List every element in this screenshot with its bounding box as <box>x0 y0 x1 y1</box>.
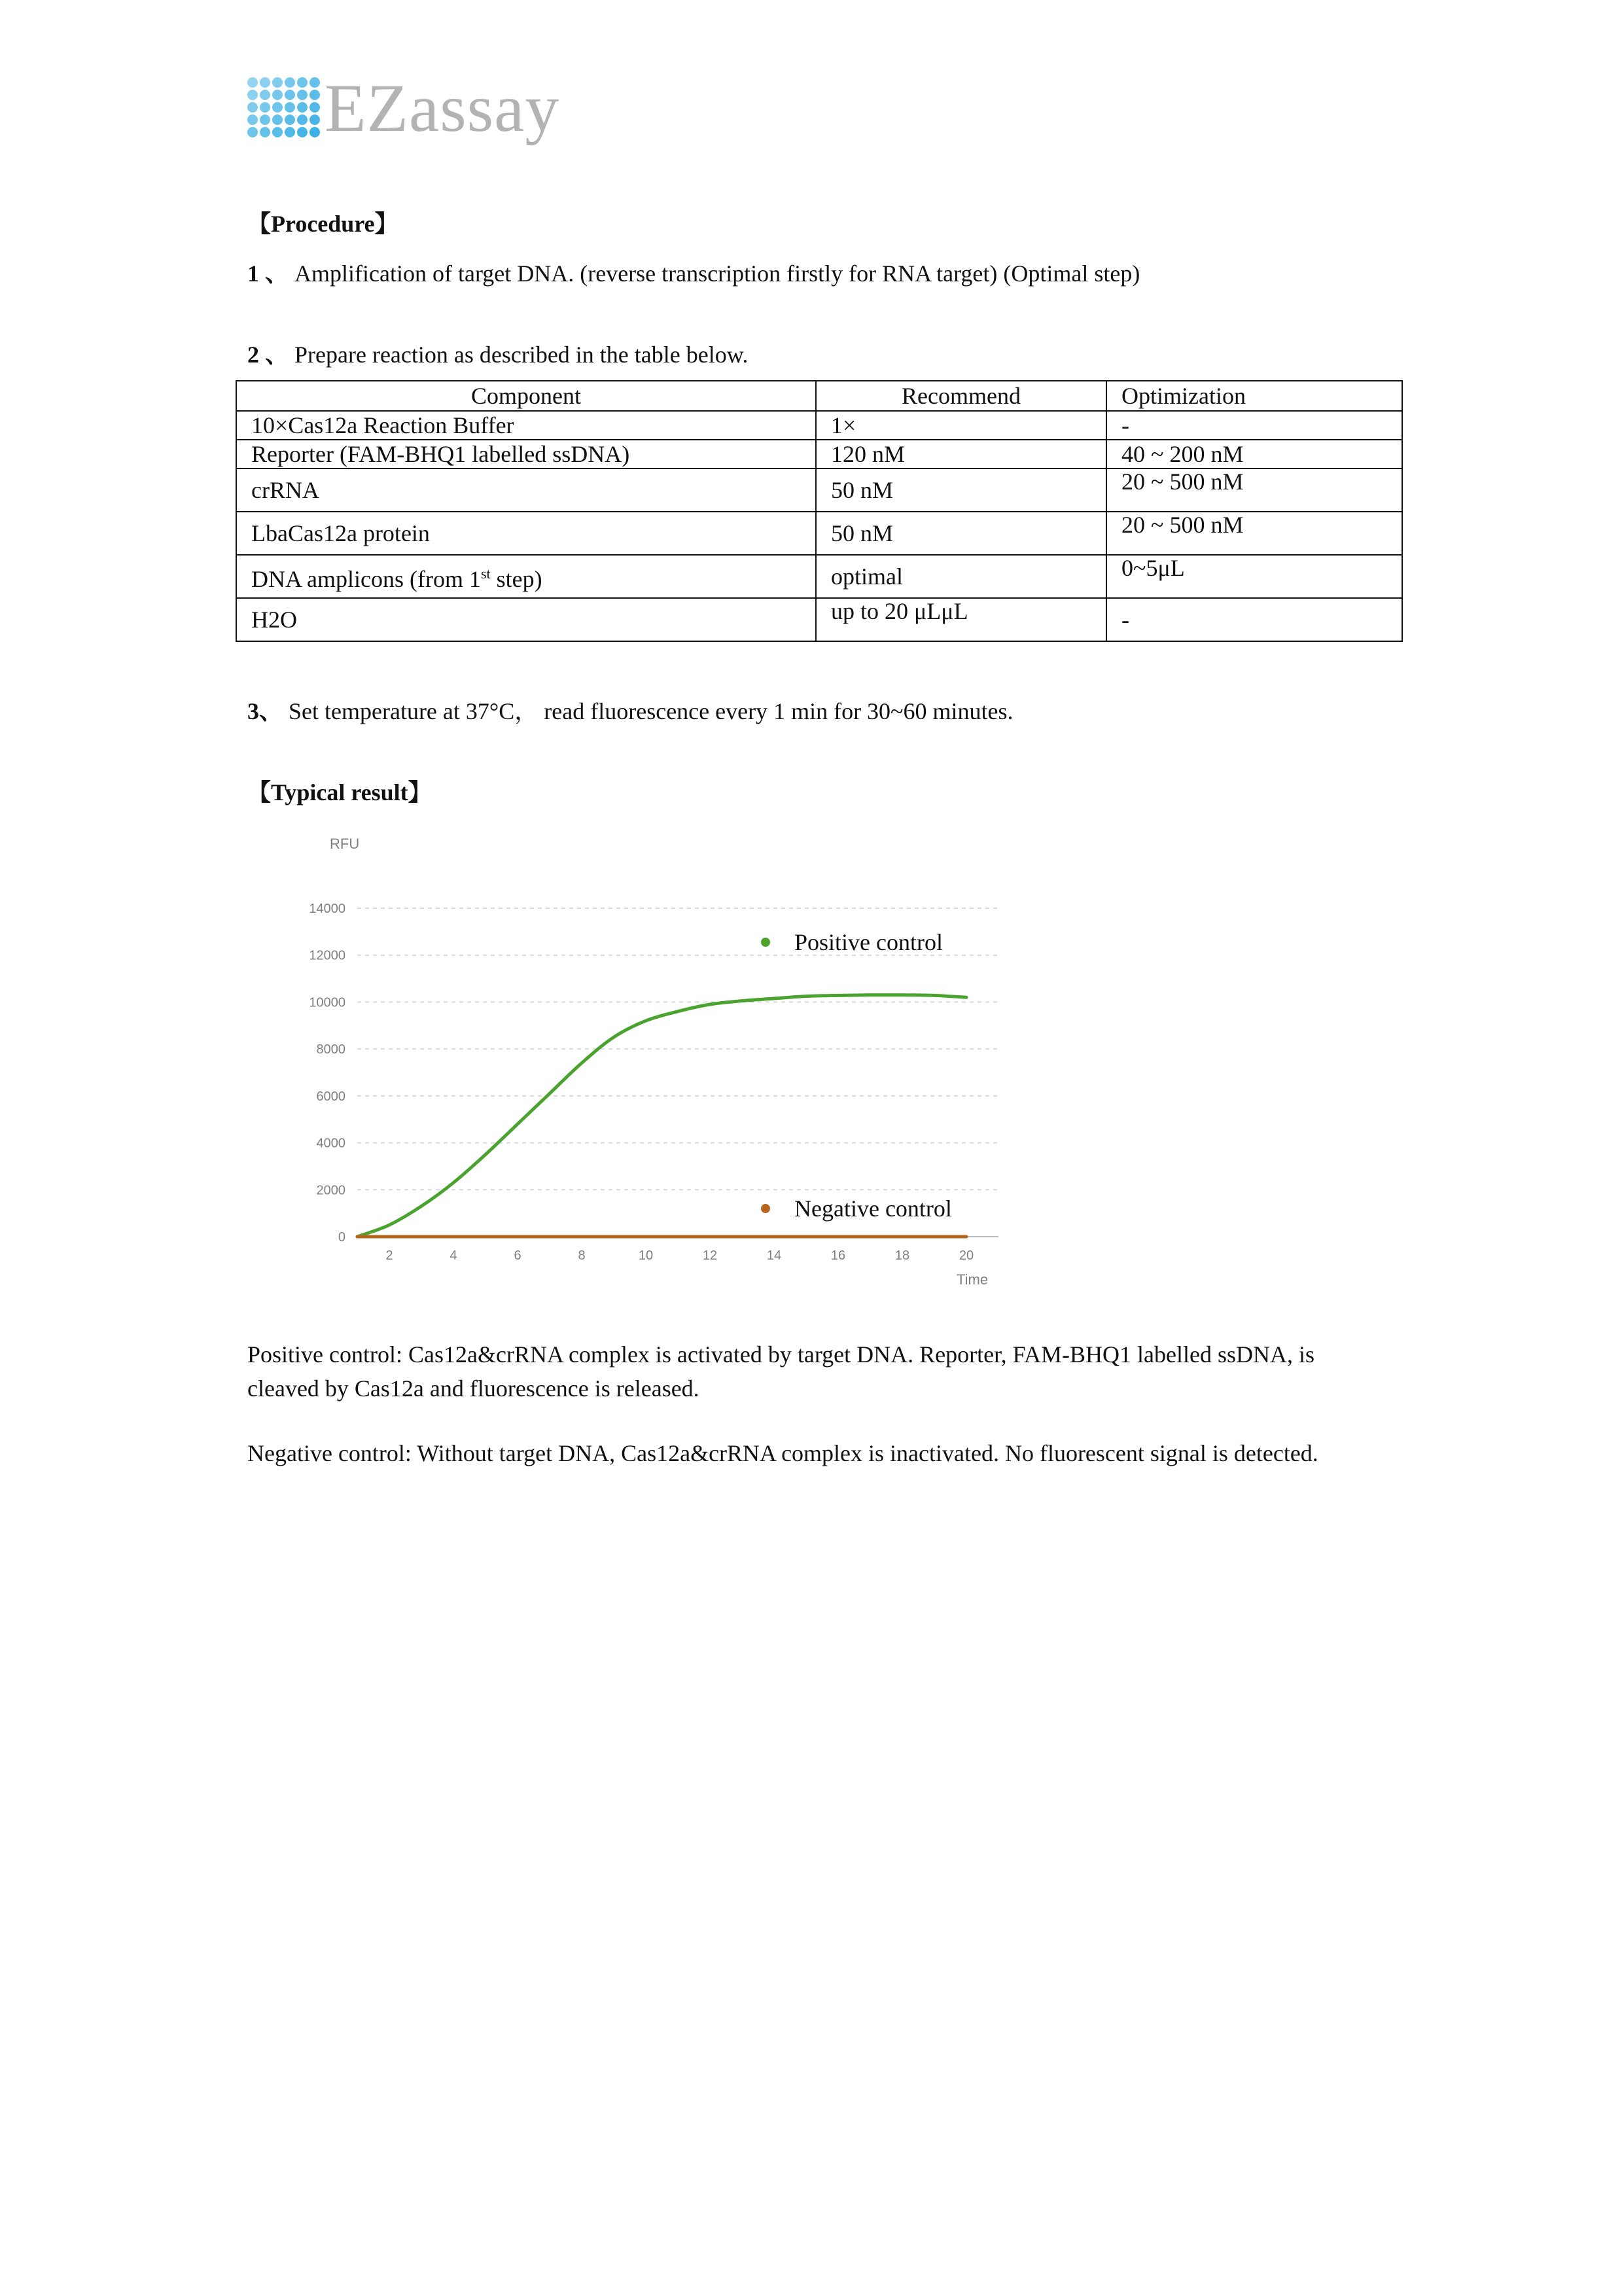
logo-dot <box>285 102 295 113</box>
logo-dot <box>297 77 308 88</box>
legend-label: Positive control <box>794 929 943 955</box>
x-tick-label: 8 <box>578 1248 586 1263</box>
logo-dot <box>272 102 283 113</box>
reaction-table <box>236 380 1403 642</box>
x-tick-label: 10 <box>638 1248 654 1263</box>
logo-dot <box>247 102 258 113</box>
y-tick-label: 8000 <box>316 1042 345 1057</box>
brand-logo <box>247 71 588 149</box>
table-cell <box>236 555 816 598</box>
logo-dot <box>247 115 258 125</box>
table-cell: LbaCas12a protein <box>236 512 816 555</box>
logo-dot <box>297 90 308 100</box>
logo-dot <box>297 115 308 125</box>
typical-result-heading: 【Typical result】 <box>247 779 432 805</box>
procedure-heading: 【Procedure】 <box>247 211 398 237</box>
y-tick-label: 14000 <box>309 902 345 916</box>
x-tick-label: 4 <box>450 1248 457 1263</box>
table-cell: optimal <box>816 555 1106 598</box>
table-cell: 20 ~ 500 nM <box>1106 512 1402 555</box>
logo-dot <box>272 115 283 125</box>
x-axis-title: Time <box>957 1271 989 1288</box>
logo-dot <box>285 90 295 100</box>
y-tick-label: 6000 <box>316 1089 345 1104</box>
table-row <box>236 411 1402 440</box>
legend-label: Negative control <box>794 1195 952 1222</box>
table-cell: crRNA <box>236 468 816 512</box>
negative-control-note: Negative control: Without target DNA, Cas12a&crRNA complex is inactivated. No fluorescent signal is detected. <box>247 1440 1318 1466</box>
positive-control-note-line-2: cleaved by Cas12a and fluorescence is released. <box>247 1375 699 1402</box>
step-3-text: Set temperature at 37°C， read fluorescence every 1 min for 30~60 minutes. <box>289 698 1014 724</box>
logo-dot <box>260 127 270 137</box>
logo-dot <box>260 90 270 100</box>
step-2-number: 2 、 <box>247 342 289 368</box>
logo-dot <box>260 102 270 113</box>
logo-dot <box>260 115 270 125</box>
logo-dot <box>297 102 308 113</box>
grid-lines <box>357 908 998 1237</box>
logo-dot <box>309 77 320 88</box>
table-cell: - <box>1106 411 1402 440</box>
table-cell: 1× <box>816 411 1106 440</box>
table-cell: Reporter (FAM-BHQ1 labelled ssDNA) <box>236 440 816 468</box>
logo-dot <box>272 77 283 88</box>
logo-dot-grid-icon <box>247 77 321 137</box>
ordinal-superscript: st <box>480 565 491 582</box>
step-2-text: Prepare reaction as described in the table below. <box>294 342 749 368</box>
table-cell: H2O <box>236 598 816 641</box>
table-cell: 0~5μL <box>1106 555 1402 598</box>
table-header-row <box>236 381 1402 411</box>
logo-dot <box>272 127 283 137</box>
table-cell: 10×Cas12a Reaction Buffer <box>236 411 816 440</box>
x-tick-label: 12 <box>702 1248 718 1263</box>
logo-dot <box>285 115 295 125</box>
step-1-number: 1 、 <box>247 260 289 287</box>
table-cell: 120 nM <box>816 440 1106 468</box>
x-tick-label: 2 <box>385 1248 393 1263</box>
step-2 <box>247 336 748 370</box>
table-row <box>236 440 1402 468</box>
brand-name: EZassay <box>325 71 560 146</box>
column-header-optimization: Optimization <box>1106 381 1402 411</box>
logo-dot <box>247 77 258 88</box>
logo-dot <box>309 102 320 113</box>
logo-dot <box>285 127 295 137</box>
legend-marker <box>761 1204 770 1213</box>
x-tick-label: 20 <box>959 1248 974 1263</box>
x-tick-label: 14 <box>766 1248 782 1263</box>
table-cell: up to 20 μLμL <box>816 598 1106 641</box>
y-axis-title: RFU <box>330 836 360 852</box>
table-row <box>236 512 1402 555</box>
y-tick-label: 2000 <box>316 1183 345 1198</box>
fluorescence-chart <box>288 824 1021 1296</box>
logo-dot <box>247 90 258 100</box>
logo-dot <box>247 127 258 137</box>
step-3 <box>247 693 1014 726</box>
step-1 <box>247 255 1140 289</box>
table-cell: 50 nM <box>816 468 1106 512</box>
table-row <box>236 598 1402 641</box>
x-tick-label: 18 <box>894 1248 910 1263</box>
table-cell-text: DNA amplicons (from 1 <box>251 566 481 592</box>
table-cell: - <box>1106 598 1402 641</box>
logo-dot <box>309 115 320 125</box>
logo-dot <box>309 90 320 100</box>
table-cell-suffix: step) <box>490 566 542 592</box>
step-1-text: Amplification of target DNA. (reverse transcription firstly for RNA target) (Optimal step) <box>294 260 1140 287</box>
logo-dot <box>272 90 283 100</box>
chart-legend <box>761 929 952 1222</box>
column-header-component: Component <box>236 381 816 411</box>
table-row <box>236 555 1402 598</box>
y-tick-label: 4000 <box>316 1136 345 1151</box>
positive-control-note-line-1: Positive control: Cas12a&crRNA complex is activated by target DNA. Reporter, FAM-BHQ1 labelled ssDNA, is <box>247 1341 1314 1368</box>
table-cell: 20 ~ 500 nM <box>1106 468 1402 512</box>
logo-dot <box>260 77 270 88</box>
logo-dot <box>285 77 295 88</box>
table-cell: 50 nM <box>816 512 1106 555</box>
logo-dot <box>309 127 320 137</box>
step-3-number: 3、 <box>247 698 283 724</box>
x-tick-label: 16 <box>830 1248 846 1263</box>
column-header-recommend: Recommend <box>816 381 1106 411</box>
table-row <box>236 468 1402 512</box>
table-cell: 40 ~ 200 nM <box>1106 440 1402 468</box>
legend-marker <box>761 938 770 947</box>
logo-dot <box>297 127 308 137</box>
y-tick-label: 12000 <box>309 948 345 963</box>
x-tick-label: 6 <box>514 1248 521 1263</box>
y-tick-label: 10000 <box>309 995 345 1010</box>
y-tick-label: 0 <box>338 1230 345 1245</box>
